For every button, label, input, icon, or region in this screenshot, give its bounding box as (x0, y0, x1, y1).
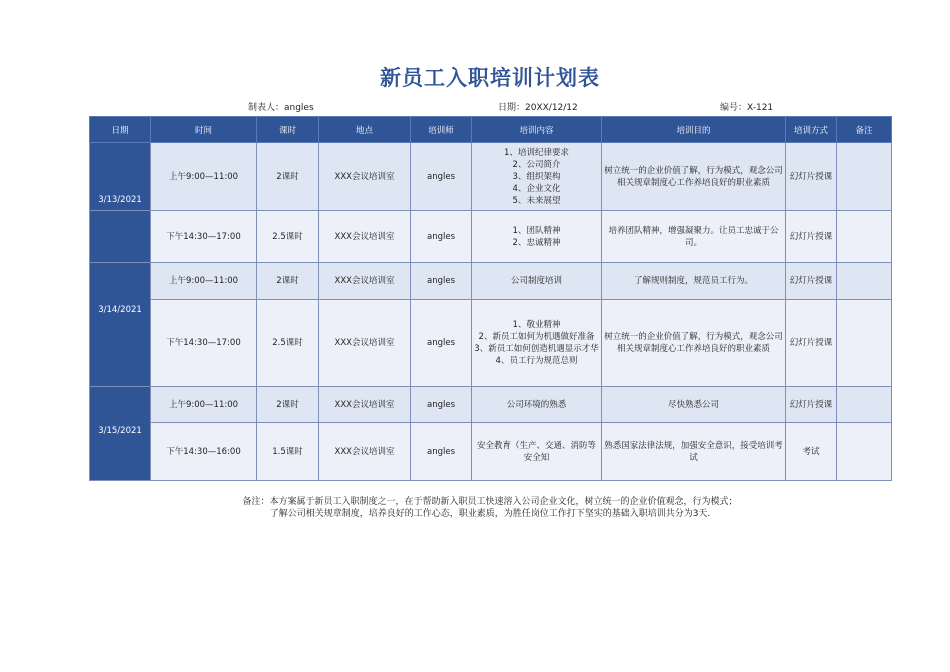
table-row (90, 143, 892, 211)
method-cell: 考试 (786, 423, 837, 481)
method-cell: 幻灯片授课 (786, 387, 837, 423)
goal-cell: 尽快熟悉公司 (667, 399, 719, 410)
place-cell: XXX会议培训室 (319, 263, 411, 300)
place-cell: XXX会议培训室 (319, 143, 411, 211)
hours-cell: 2.5课时 (257, 211, 319, 263)
trainer-cell: angles (411, 387, 472, 423)
time-cell: 下午14:30—17:00 (151, 300, 257, 387)
table-row (90, 387, 892, 423)
col-header-content: 培训内容 (472, 117, 602, 143)
hours-cell: 1.5课时 (257, 423, 319, 481)
hours-cell: 2课时 (257, 143, 319, 211)
place-cell: XXX会议培训室 (319, 300, 411, 387)
time-cell: 上午9:00—11:00 (151, 143, 257, 211)
remark-cell (837, 423, 892, 481)
place-cell: XXX会议培训室 (319, 387, 411, 423)
header-row (90, 117, 892, 143)
time-cell: 上午9:00—11:00 (151, 387, 257, 423)
col-header-method: 培训方式 (786, 117, 837, 143)
meta-date: 日期：20XX/12/12 (498, 103, 578, 113)
col-header-trainer: 培训师 (411, 117, 472, 143)
table-row (90, 300, 892, 387)
goal-cell: 培养团队精神，增强凝聚力。让员工忠诚于公司。 (608, 225, 779, 248)
place-cell: XXX会议培训室 (319, 211, 411, 263)
meta-number: 编号：X-121 (720, 103, 774, 113)
table-row (90, 423, 892, 481)
remark-cell (837, 300, 892, 387)
content-cell: 安全教育（生产、交通、消防等安全知 (476, 440, 596, 463)
date-cell: 3/13/2021 (90, 143, 151, 211)
footnote (0, 496, 950, 520)
content-cell: 1、敬业精神 2、新员工如何为机遇做好准备 3、新员工如何创造机遇显示才华 4、员工行为规范总则 (474, 320, 599, 366)
trainer-cell: angles (411, 143, 472, 211)
hours-cell: 2课时 (257, 263, 319, 300)
training-plan-table (89, 116, 892, 481)
date-cell-blank (90, 211, 151, 263)
remark-cell (837, 387, 892, 423)
date-cell: 3/14/2021 (90, 263, 151, 387)
hours-cell: 2课时 (257, 387, 319, 423)
goal-cell: 树立统一的企业价值了解，行为模式，观念公司相关规章制度心工作养培良好的职业素质 (604, 332, 783, 354)
footnote-line-2: 了解公司相关规章制度，培养良好的工作心态，职业素质，为胜任岗位工作打下坚实的基础入职培训共分为3天. (269, 509, 711, 519)
col-header-date: 日期 (90, 117, 151, 143)
table-row (90, 263, 892, 300)
method-cell: 幻灯片授课 (786, 300, 837, 387)
content-cell: 公司环境的熟悉 (506, 399, 567, 410)
time-cell: 下午14:30—17:00 (151, 211, 257, 263)
trainer-cell: angles (411, 423, 472, 481)
content-cell: 1、团队精神 2、忠诚精神 (512, 225, 561, 248)
trainer-cell: angles (411, 300, 472, 387)
col-header-hours: 课时 (257, 117, 319, 143)
col-header-place: 地点 (319, 117, 411, 143)
content-cell: 公司制度培训 (510, 276, 562, 286)
remark-cell (837, 263, 892, 300)
trainer-cell: angles (411, 263, 472, 300)
place-cell: XXX会议培训室 (319, 423, 411, 481)
col-header-goal: 培训目的 (602, 117, 786, 143)
hours-cell: 2.5课时 (257, 300, 319, 387)
col-header-remark: 备注 (837, 117, 892, 143)
page-title: 新员工入职培训计划表 (380, 66, 600, 90)
col-header-time: 时间 (151, 117, 257, 143)
meta-maker: 制表人：angles (248, 103, 314, 113)
remark-cell (837, 143, 892, 211)
date-cell: 3/15/2021 (90, 387, 151, 481)
goal-cell: 了解规则制度，规范员工行为。 (633, 276, 753, 286)
time-cell: 上午9:00—11:00 (151, 263, 257, 300)
goal-cell: 熟悉国家法律法规，加强安全意识，接受培训考试 (604, 440, 783, 463)
goal-cell: 树立统一的企业价值了解，行为模式，观念公司相关规章制度心工作养培良好的职业素质 (604, 165, 783, 188)
time-cell: 下午14:30—16:00 (151, 423, 257, 481)
table-row (90, 211, 892, 263)
method-cell: 幻灯片授课 (786, 143, 837, 211)
method-cell: 幻灯片授课 (786, 211, 837, 263)
method-cell: 幻灯片授课 (786, 263, 837, 300)
remark-cell (837, 211, 892, 263)
footnote-line-1: 备注：本方案属于新员工入职制度之一，在于帮助新入职员工快速溶入公司企业文化，树立统一的企业价值观念，行为模式； (242, 497, 738, 507)
trainer-cell: angles (411, 211, 472, 263)
content-cell: 1、培训纪律要求 2、公司简介 3、组织架构 4、企业文化 5、未来展望 (504, 147, 569, 206)
